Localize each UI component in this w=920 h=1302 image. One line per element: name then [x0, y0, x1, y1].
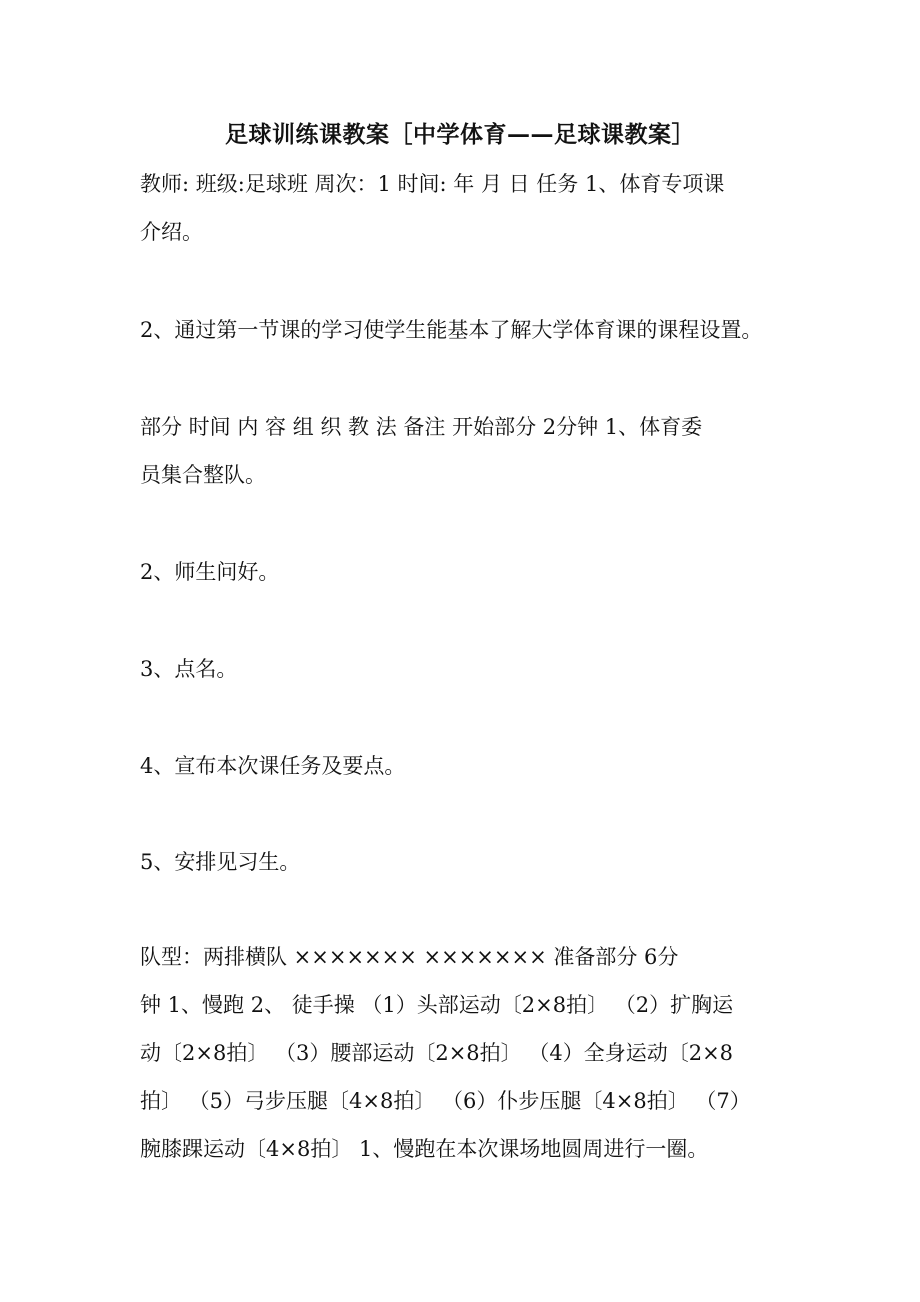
paragraph-roll-call	[140, 645, 790, 693]
paragraph-goal	[140, 306, 790, 354]
paragraph-greeting	[140, 548, 790, 596]
paragraph-observers	[140, 838, 790, 886]
paragraph-line: 教师: 班级:足球班 周次：1 时间: 年 月 日 任务 1、体育专项课	[140, 172, 725, 196]
document-title: 足球训练课教案［中学体育——足球课教案］	[225, 121, 695, 148]
paragraph-line: 队型：两排横队 ××××××× ××××××× 准备部分 6分	[140, 945, 679, 969]
paragraph-line: 3、点名。	[140, 657, 238, 681]
paragraph-line: 4、宣布本次课任务及要点。	[140, 754, 406, 778]
paragraph-line: 拍〕 （5）弓步压腿〔4×8拍〕 （6）仆步压腿〔4×8拍〕 （7）	[140, 1089, 751, 1113]
paragraph-line: 员集合整队。	[140, 463, 266, 487]
paragraph-warmup	[140, 933, 790, 1173]
paragraph-start-section	[140, 403, 790, 499]
paragraph-line: 部分 时间 内 容 组 织 教 法 备注 开始部分 2分钟 1、体育委	[140, 415, 703, 439]
paragraph-line: 钟 1、慢跑 2、 徒手操 （1）头部运动〔2×8拍〕 （2）扩胸运	[140, 993, 734, 1017]
paragraph-line: 2、师生问好。	[140, 560, 280, 584]
paragraph-announce	[140, 742, 790, 790]
paragraph-line: 动〔2×8拍〕 （3）腰部运动〔2×8拍〕 （4）全身运动〔2×8	[140, 1041, 734, 1065]
paragraph-line: 5、安排见习生。	[140, 850, 301, 874]
paragraph-teacher-info	[140, 160, 790, 256]
paragraph-line: 2、通过第一节课的学习使学生能基本了解大学体育课的课程设置。	[140, 318, 763, 342]
paragraph-line: 腕膝踝运动〔4×8拍〕 1、慢跑在本次课场地圆周进行一圈。	[140, 1137, 709, 1161]
paragraph-line: 介绍。	[140, 220, 203, 244]
